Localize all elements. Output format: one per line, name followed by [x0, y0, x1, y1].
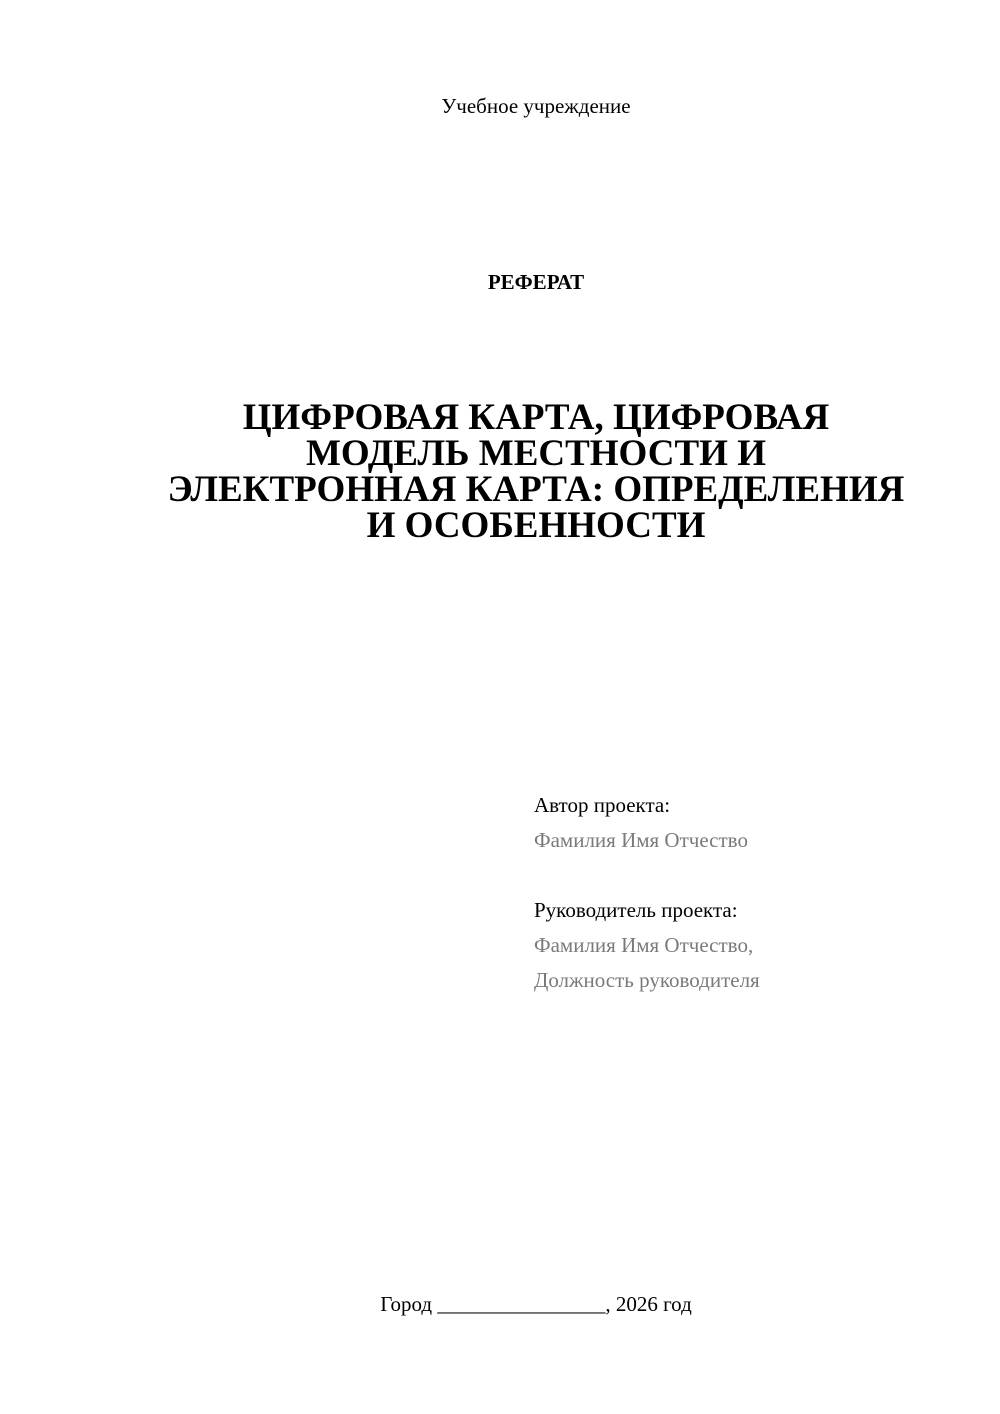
document-type: РЕФЕРАТ — [487, 270, 585, 294]
supervisor-name: Фамилия Имя Отчество, — [534, 933, 754, 957]
author-block — [534, 788, 954, 858]
city-year-line: Город ________________, 2026 год — [380, 1292, 692, 1316]
institution-name: Учебное учреждение — [441, 94, 631, 118]
supervisor-label: Руководитель проекта: — [534, 898, 738, 922]
title-line: И ОСОБЕННОСТИ — [366, 505, 706, 546]
document-title — [150, 397, 922, 546]
title-line: ЭЛЕКТРОННАЯ КАРТА: ОПРЕДЕЛЕНИЯ — [167, 469, 905, 510]
author-name: Фамилия Имя Отчество — [534, 828, 748, 852]
title-line: МОДЕЛЬ МЕСТНОСТИ И — [305, 433, 766, 474]
title-line: ЦИФРОВАЯ КАРТА, ЦИФРОВАЯ — [242, 397, 830, 438]
supervisor-block — [534, 893, 954, 998]
author-label: Автор проекта: — [534, 793, 671, 817]
supervisor-position: Должность руководителя — [534, 968, 760, 992]
